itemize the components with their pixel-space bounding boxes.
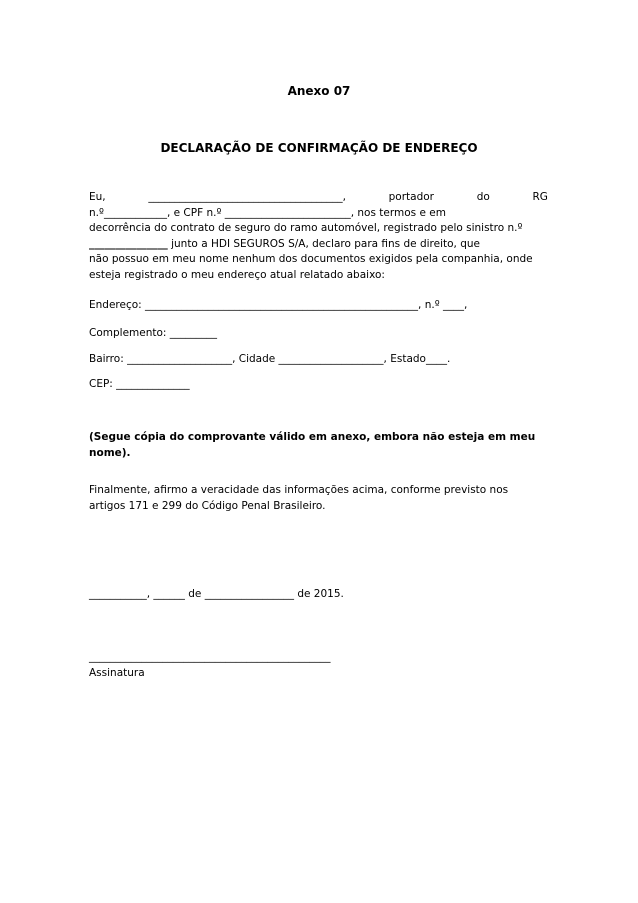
bairro-field: Bairro: ____________________, Cidade ____________________, Estado____. (89, 353, 451, 365)
declaration-line-1 (89, 190, 548, 206)
signature-block (89, 650, 548, 681)
attachment-note (89, 430, 548, 461)
cep-field: CEP: ______________ (89, 378, 190, 390)
declaration-line-4-text: junto a HDI SEGUROS S/A, declaro para fins de direito, que (167, 237, 480, 250)
declaration-line-4 (89, 237, 548, 253)
declaration-rg: RG (532, 191, 548, 203)
declaration-line-3: decorrência do contrato de seguro do ramo automóvel, registrado pelo sinistro n.º (89, 222, 523, 234)
annex-title: Anexo 07 (287, 84, 351, 98)
date-line: ___________, ______ de _________________ de 2015. (89, 588, 344, 600)
declaration-line-6: esteja registrado o meu endereço atual relatado abaixo: (89, 268, 385, 281)
attachment-note-line-1: (Segue cópia do comprovante válido em anexo, embora não esteja em meu (89, 431, 536, 443)
closing-line-1: Finalmente, afirmo a veracidade das informações acima, conforme previsto nos (89, 484, 509, 496)
closing-paragraph (89, 483, 548, 514)
declaration-paragraph (89, 190, 548, 283)
attachment-note-line-2: nome). (89, 446, 131, 459)
claim-number-blank: _______________ (89, 237, 168, 250)
declaration-line-5: não possuo em meu nome nenhum dos documentos exigidos pela companhia, onde (89, 253, 533, 265)
declaration-eu: Eu, (89, 191, 106, 203)
signature-line: ______________________________________________ (89, 651, 331, 663)
page-title: DECLARAÇÃO DE CONFIRMAÇÃO DE ENDEREÇO (160, 141, 478, 155)
signature-label: Assinatura (89, 666, 145, 679)
declaration-line-2: n.º____________, e CPF n.º ________________________, nos termos e em (89, 206, 446, 219)
declaration-portador: portador (388, 191, 435, 203)
complemento-field: Complemento: _________ (89, 327, 218, 339)
declaration-do: do (476, 191, 490, 203)
closing-line-2: artigos 171 e 299 do Código Penal Brasileiro. (89, 499, 326, 512)
name-blank: _____________________________________, (148, 191, 346, 203)
endereco-field: Endereço: ____________________________________________________, n.º ____, (89, 299, 468, 311)
